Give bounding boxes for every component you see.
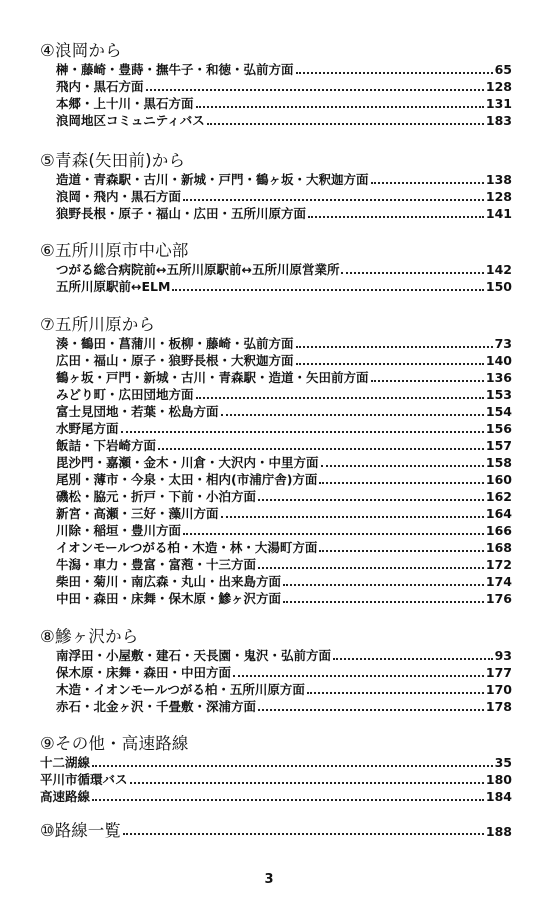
entry-page-number: 184 bbox=[485, 789, 512, 804]
page-number: 3 bbox=[264, 872, 274, 887]
entry-page-number: 141 bbox=[485, 206, 512, 221]
toc-entry[interactable] bbox=[40, 590, 512, 607]
entry-label: 本郷・上十川・黒石方面 bbox=[56, 96, 194, 111]
dot-leader bbox=[196, 395, 484, 399]
entry-page-number: 177 bbox=[485, 665, 512, 680]
entry-page-number: 183 bbox=[485, 113, 512, 128]
entry-page-number: 168 bbox=[485, 540, 512, 555]
toc-entry[interactable] bbox=[40, 664, 512, 681]
dot-leader bbox=[183, 531, 484, 535]
entry-label: イオンモールつがる柏・木造・林・大湯町方面 bbox=[56, 540, 318, 555]
toc-entry[interactable] bbox=[40, 539, 512, 556]
toc-entry[interactable] bbox=[40, 205, 512, 222]
toc-entry[interactable] bbox=[40, 78, 512, 95]
dot-leader bbox=[196, 104, 484, 108]
toc-entry[interactable] bbox=[40, 698, 512, 715]
section-heading: ⑨その他・高速路線 bbox=[40, 734, 189, 753]
entry-page-number: 142 bbox=[485, 262, 512, 277]
entry-label: 五所川原駅前↔ELM bbox=[56, 279, 171, 294]
toc-entry[interactable] bbox=[40, 112, 512, 129]
toc-entry[interactable] bbox=[40, 171, 512, 188]
dot-leader bbox=[296, 361, 484, 365]
section-aomori bbox=[40, 150, 512, 222]
toc-entry[interactable] bbox=[40, 95, 512, 112]
toc-entry[interactable] bbox=[40, 352, 512, 369]
entry-label: 富士見団地・若葉・松島方面 bbox=[56, 404, 219, 419]
entry-label: 狼野長根・原子・福山・広田・五所川原方面 bbox=[56, 206, 307, 221]
entry-page-number: 156 bbox=[485, 421, 512, 436]
section-heading: ⑧鰺ヶ沢から bbox=[40, 627, 139, 646]
entry-page-number: 131 bbox=[485, 96, 512, 111]
entry-label: 十二湖線 bbox=[40, 755, 91, 770]
entry-page-number: 176 bbox=[485, 591, 512, 606]
dot-leader bbox=[233, 673, 484, 677]
entry-page-number: 140 bbox=[485, 353, 512, 368]
toc-entry[interactable] bbox=[40, 754, 512, 771]
entry-label: 尾別・薄市・今泉・太田・相内(市浦庁舎)方面 bbox=[56, 472, 318, 487]
toc-entry[interactable] bbox=[40, 788, 512, 805]
entry-label: つがる総合病院前↔五所川原駅前↔五所川原営業所 bbox=[56, 262, 340, 277]
entry-label: 新宮・高瀬・三好・藻川方面 bbox=[56, 506, 219, 521]
dot-leader bbox=[123, 831, 484, 835]
dot-leader bbox=[308, 214, 484, 218]
toc-entry[interactable] bbox=[40, 369, 512, 386]
entry-page-number: 73 bbox=[494, 336, 512, 351]
toc-entry[interactable] bbox=[40, 556, 512, 573]
entry-label: ⑩路線一覧 bbox=[40, 821, 121, 840]
entry-page-number: 93 bbox=[494, 648, 512, 663]
toc-entry[interactable] bbox=[40, 488, 512, 505]
entry-page-number: 153 bbox=[485, 387, 512, 402]
dot-leader bbox=[258, 497, 484, 501]
entry-label: 赤石・北金ヶ沢・千畳敷・深浦方面 bbox=[56, 699, 257, 714]
dot-leader bbox=[341, 270, 483, 274]
entry-label: 浪岡地区コミュニティバス bbox=[56, 113, 205, 128]
entry-label: 川除・稲垣・豊川方面 bbox=[56, 523, 182, 538]
dot-leader bbox=[121, 429, 484, 433]
toc-entry[interactable] bbox=[40, 261, 512, 278]
entry-label: 浪岡・飛内・黒石方面 bbox=[56, 189, 182, 204]
dot-leader bbox=[371, 180, 484, 184]
entry-label: 湊・鶴田・菖蒲川・板柳・藤崎・弘前方面 bbox=[56, 336, 294, 351]
dot-leader bbox=[371, 378, 484, 382]
entry-label: 水野尾方面 bbox=[56, 421, 119, 436]
entry-page-number: 128 bbox=[485, 79, 512, 94]
entry-page-number: 65 bbox=[494, 62, 512, 77]
toc-entry[interactable] bbox=[40, 403, 512, 420]
section-namioka bbox=[40, 40, 512, 129]
entry-page-number: 157 bbox=[485, 438, 512, 453]
dot-leader bbox=[146, 87, 484, 91]
dot-leader bbox=[183, 197, 484, 201]
toc-entry[interactable] bbox=[40, 522, 512, 539]
entry-label: 造道・青森駅・古川・新城・戸門・鶴ヶ坂・大釈迦方面 bbox=[56, 172, 369, 187]
toc-entry[interactable] bbox=[40, 505, 512, 522]
entry-label: 牛潟・車力・豊富・富萢・十三方面 bbox=[56, 557, 257, 572]
entry-label: 中田・森田・床舞・保木原・鰺ヶ沢方面 bbox=[56, 591, 282, 606]
dot-leader bbox=[258, 565, 484, 569]
dot-leader bbox=[158, 446, 484, 450]
entry-page-number: 180 bbox=[485, 772, 512, 787]
toc-entry[interactable] bbox=[40, 771, 512, 788]
entry-label: 保木原・床舞・森田・中田方面 bbox=[56, 665, 232, 680]
dot-leader bbox=[283, 582, 484, 586]
section-heading: ⑤青森(矢田前)から bbox=[40, 151, 186, 170]
dot-leader bbox=[307, 690, 484, 694]
section-heading: ⑥五所川原市中心部 bbox=[40, 241, 189, 260]
dot-leader bbox=[296, 70, 493, 74]
dot-leader bbox=[92, 797, 484, 801]
entry-page-number: 164 bbox=[485, 506, 512, 521]
entry-page-number: 174 bbox=[485, 574, 512, 589]
dot-leader bbox=[207, 121, 484, 125]
section-heading: ④浪岡から bbox=[40, 41, 122, 60]
entry-label: 榊・藤崎・豊蒔・撫牛子・和徳・弘前方面 bbox=[56, 62, 294, 77]
toc-entry[interactable] bbox=[40, 573, 512, 590]
entry-page-number: 162 bbox=[485, 489, 512, 504]
entry-page-number: 158 bbox=[485, 455, 512, 470]
entry-label: みどり町・広田団地方面 bbox=[56, 387, 194, 402]
dot-leader bbox=[319, 480, 483, 484]
entry-page-number: 35 bbox=[494, 755, 512, 770]
dot-leader bbox=[172, 287, 483, 291]
entry-label: 鶴ヶ坂・戸門・新城・古川・青森駅・造道・矢田前方面 bbox=[56, 370, 369, 385]
section-heading: ⑦五所川原から bbox=[40, 315, 156, 334]
dot-leader bbox=[221, 514, 484, 518]
toc-entry[interactable] bbox=[40, 386, 512, 403]
entry-page-number: 138 bbox=[485, 172, 512, 187]
toc-entry[interactable] bbox=[40, 188, 512, 205]
dot-leader bbox=[319, 548, 484, 552]
dot-leader bbox=[130, 780, 484, 784]
dot-leader bbox=[258, 707, 484, 711]
dot-leader bbox=[321, 463, 484, 467]
entry-page-number: 136 bbox=[485, 370, 512, 385]
dot-leader bbox=[92, 763, 493, 767]
toc-entry[interactable] bbox=[40, 437, 512, 454]
entry-page-number: 178 bbox=[485, 699, 512, 714]
toc-entry[interactable] bbox=[40, 647, 512, 664]
entry-label: 柴田・菊川・南広森・丸山・出来島方面 bbox=[56, 574, 282, 589]
entry-label: 木造・イオンモールつがる柏・五所川原方面 bbox=[56, 682, 305, 697]
entry-label: 南浮田・小屋敷・建石・天長園・鬼沢・弘前方面 bbox=[56, 648, 332, 663]
section-others-expressway bbox=[40, 733, 512, 805]
entry-page-number: 170 bbox=[485, 682, 512, 697]
toc-entry-route-list[interactable] bbox=[40, 820, 512, 842]
entry-label: 磯松・脇元・折戸・下前・小泊方面 bbox=[56, 489, 257, 504]
section-goshogawara-center bbox=[40, 240, 512, 295]
entry-page-number: 128 bbox=[485, 189, 512, 204]
toc-entry[interactable] bbox=[40, 61, 512, 78]
toc-entry[interactable] bbox=[40, 471, 512, 488]
section-ajigasawa bbox=[40, 626, 512, 715]
toc-entry[interactable] bbox=[40, 681, 512, 698]
entry-label: 飛内・黒石方面 bbox=[56, 79, 144, 94]
toc-entry[interactable] bbox=[40, 454, 512, 471]
dot-leader bbox=[221, 412, 484, 416]
dot-leader bbox=[296, 344, 493, 348]
entry-page-number: 154 bbox=[485, 404, 512, 419]
entry-label: 高速路線 bbox=[40, 789, 91, 804]
entry-label: 平川市循環バス bbox=[40, 772, 128, 787]
section-route-list bbox=[40, 820, 512, 842]
entry-label: 毘沙門・嘉瀬・金木・川倉・大沢内・中里方面 bbox=[56, 455, 319, 470]
entry-page-number: 150 bbox=[485, 279, 512, 294]
entry-label: 広田・福山・原子・狼野長根・大釈迦方面 bbox=[56, 353, 294, 368]
toc-entry[interactable] bbox=[40, 420, 512, 437]
dot-leader bbox=[283, 599, 484, 603]
entry-page-number: 172 bbox=[485, 557, 512, 572]
entry-page-number: 188 bbox=[485, 824, 512, 839]
dot-leader bbox=[333, 656, 493, 660]
entry-page-number: 160 bbox=[485, 472, 512, 487]
toc-entry[interactable] bbox=[40, 335, 512, 352]
entry-label: 飯詰・下岩崎方面 bbox=[56, 438, 157, 453]
toc-entry[interactable] bbox=[40, 278, 512, 295]
entry-page-number: 166 bbox=[485, 523, 512, 538]
section-goshogawara bbox=[40, 314, 512, 607]
